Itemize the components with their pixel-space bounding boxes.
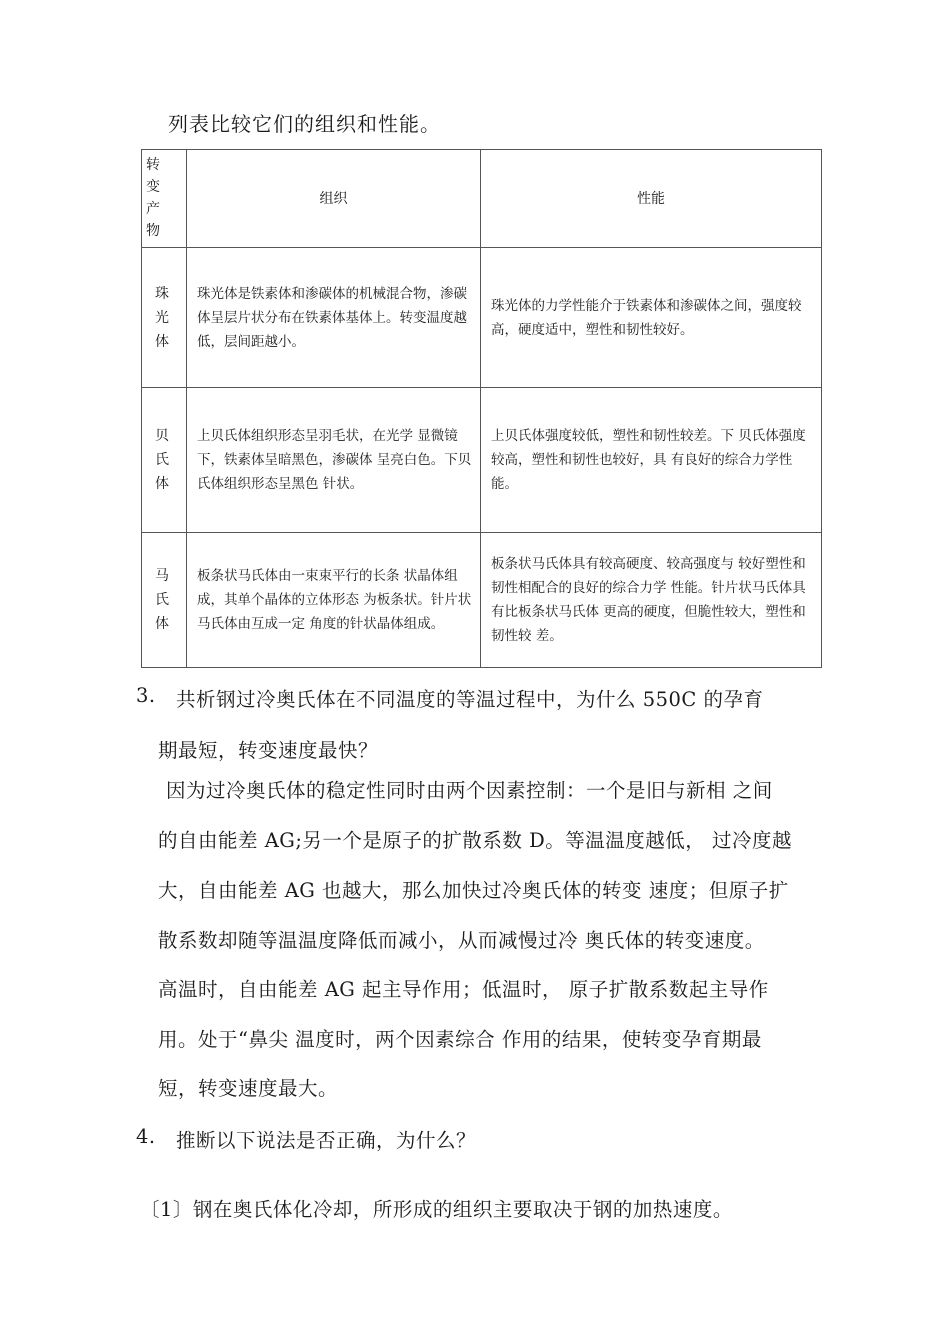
answer-3-line-1: 因为过冷奥氏体的稳定性同时由两个因素控制：一个是旧与新相 之间: [166, 779, 773, 802]
header-properties: 性能: [481, 150, 822, 248]
question-4-number: 4.: [136, 1125, 156, 1148]
header-corner: [142, 150, 187, 248]
table-row: [142, 533, 822, 668]
answer-3-line-2: 的自由能差 AG;另一个是原子的扩散系数 D。等温温度越低， 过冷度越: [158, 829, 792, 852]
cell-properties: 珠光体的力学性能介于铁素体和渗碳体之间，强度较高，硬度适中，塑性和韧性较好。: [481, 248, 822, 388]
cell-structure: 珠光体是铁素体和渗碳体的机械混合物，渗碳体呈层片状分布在铁素体基体上。转变温度越低，层间距越小。: [187, 248, 481, 388]
answer-3-line-5: 高温时，自由能差 AG 起主导作用；低温时， 原子扩散系数起主导作: [158, 978, 769, 1001]
comparison-table: [141, 149, 822, 668]
table-row: [142, 248, 822, 388]
question-4-text: 推断以下说法是否正确，为什么？: [176, 1129, 477, 1152]
row-name: 贝氏体: [142, 388, 187, 533]
table-row: [142, 388, 822, 533]
question-3-line-1: 共析钢过冷奥氏体在不同温度的等温过程中，为什么 550C 的孕育: [176, 688, 764, 711]
cell-structure: 上贝氏体组织形态呈羽毛状，在光学 显微镜下，铁素体呈暗黑色，渗碳体 呈亮白色。下贝氏体组织形态呈黑色 针状。: [187, 388, 481, 533]
table-header-row: [142, 150, 822, 248]
question-3-number: 3.: [136, 684, 156, 707]
question-4-item-1: 〔1〕钢在奥氏体化冷却，所形成的组织主要取决于钢的加热速度。: [140, 1198, 733, 1221]
corner-line-2: 产 物: [146, 201, 166, 239]
row-name: 珠光体: [142, 248, 187, 388]
answer-3-line-4: 散系数却随等温温度降低而减小，从而减慢过冷 奥氏体的转变速度。: [158, 929, 765, 952]
corner-line-1: 转 变: [146, 157, 166, 195]
row-name: 马氏体: [142, 533, 187, 668]
cell-properties: 上贝氏体强度较低，塑性和韧性较差。下 贝氏体强度较高，塑性和韧性也较好，具 有良好的综合力学性能。: [481, 388, 822, 533]
cell-properties: 板条状马氏体具有较高硬度、较高强度与 较好塑性和韧性相配合的良好的综合力学 性能。针片状马氏体具有比板条状马氏体 更高的硬度，但脆性较大，塑性和韧性较 差。: [481, 533, 822, 668]
answer-3-line-3: 大，自由能差 AG 也越大，那么加快过冷奥氏体的转变 速度；但原子扩: [158, 879, 789, 902]
header-structure: 组织: [187, 150, 481, 248]
question-3-line-2: 期最短，转变速度最快？: [158, 739, 379, 762]
answer-3-line-7: 短，转变速度最大。: [158, 1077, 339, 1100]
intro-text: 列表比较它们的组织和性能。: [168, 112, 441, 136]
answer-3-line-6: 用。处于“鼻尖 温度时，两个因素综合 作用的结果，使转变孕育期最: [158, 1028, 762, 1051]
cell-structure: 板条状马氏体由一束束平行的长条 状晶体组成，其单个晶体的立体形态 为板条状。针片状马氏体由互成一定 角度的针状晶体组成。: [187, 533, 481, 668]
